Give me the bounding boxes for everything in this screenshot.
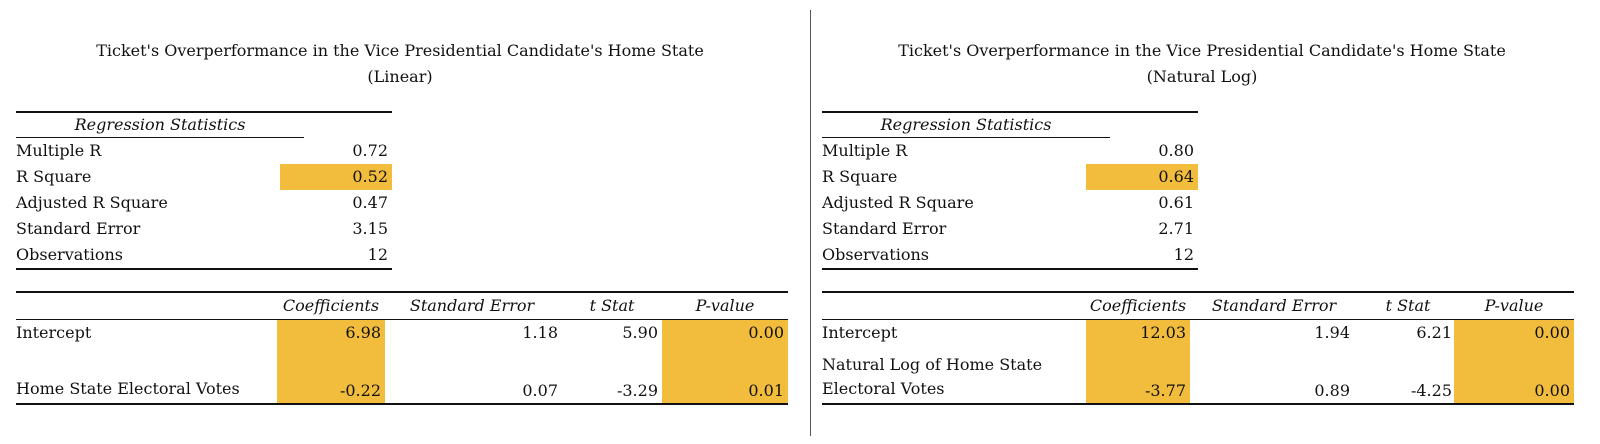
row-label-intercept: Intercept xyxy=(822,323,898,342)
title-line-1: Ticket's Overperformance in the Vice Presidential Candidate's Home State xyxy=(898,41,1506,60)
stats-row xyxy=(16,138,392,164)
stats-value: 12 xyxy=(1173,245,1194,264)
stats-value: 0.80 xyxy=(1158,141,1194,160)
row-label-home-state-ev: Home State Electoral Votes xyxy=(16,379,240,398)
coefficients-table xyxy=(16,291,788,405)
stats-label: Observations xyxy=(822,245,929,264)
panel-title xyxy=(812,38,1592,90)
coef-header-row xyxy=(16,293,788,320)
stats-label: R Square xyxy=(822,167,898,186)
header-coefficients: Coefficients xyxy=(1089,296,1187,315)
coef-value: 12.03 xyxy=(1140,323,1186,342)
header-standard-error: Standard Error xyxy=(409,296,535,315)
stats-row xyxy=(16,242,392,268)
regression-statistics-table xyxy=(16,111,392,270)
stats-value: 3.15 xyxy=(352,219,388,238)
t-value: -4.25 xyxy=(1410,381,1452,400)
stats-row xyxy=(16,190,392,216)
se-value: 1.18 xyxy=(522,323,558,342)
t-value: 6.21 xyxy=(1416,323,1452,342)
p-value: 0.01 xyxy=(748,381,784,400)
stats-row xyxy=(822,242,1198,268)
coef-value: 6.98 xyxy=(345,323,381,342)
stats-label: Adjusted R Square xyxy=(16,193,168,212)
title-line-2: (Linear) xyxy=(367,67,433,86)
stats-label: Standard Error xyxy=(16,219,141,238)
t-value: -3.29 xyxy=(616,381,658,400)
natural-log-regression-panel xyxy=(812,0,1600,444)
stats-value: 12 xyxy=(367,245,388,264)
stats-label: Multiple R xyxy=(822,141,908,160)
stats-value: 0.47 xyxy=(352,193,388,212)
coefficients-table xyxy=(822,291,1574,405)
stats-value: 0.72 xyxy=(352,141,388,160)
se-value: 0.07 xyxy=(522,381,558,400)
stats-value-highlighted: 0.64 xyxy=(1086,164,1198,190)
panel-divider xyxy=(810,10,811,436)
stats-row xyxy=(16,216,392,242)
p-value: 0.00 xyxy=(1534,381,1570,400)
row-label-intercept: Intercept xyxy=(16,323,92,342)
stats-value: 0.61 xyxy=(1158,193,1194,212)
p-value: 0.00 xyxy=(748,323,784,342)
header-t-stat: t Stat xyxy=(589,296,635,315)
header-p-value: P-value xyxy=(1484,296,1544,315)
stats-label: Multiple R xyxy=(16,141,102,160)
header-standard-error: Standard Error xyxy=(1211,296,1337,315)
stats-value-highlighted: 0.52 xyxy=(280,164,392,190)
stats-header: Regression Statistics xyxy=(16,113,304,138)
se-value: 1.94 xyxy=(1314,323,1350,342)
coef-value: -0.22 xyxy=(339,381,381,400)
panel-title xyxy=(0,38,800,90)
row-label-natural-log-line1: Natural Log of Home State xyxy=(822,355,1043,374)
p-value: 0.00 xyxy=(1534,323,1570,342)
stats-value: 2.71 xyxy=(1158,219,1194,238)
stats-label: Adjusted R Square xyxy=(822,193,974,212)
stats-row xyxy=(822,164,1198,190)
se-value: 0.89 xyxy=(1314,381,1350,400)
coef-header-row xyxy=(822,293,1574,320)
stats-label: Observations xyxy=(16,245,123,264)
stats-label: Standard Error xyxy=(822,219,947,238)
stats-header: Regression Statistics xyxy=(822,113,1110,138)
regression-statistics-table xyxy=(822,111,1198,270)
t-value: 5.90 xyxy=(622,323,658,342)
row-label-natural-log-line2: Electoral Votes xyxy=(822,379,945,398)
header-t-stat: t Stat xyxy=(1385,296,1431,315)
title-line-2: (Natural Log) xyxy=(1146,67,1258,86)
header-coefficients: Coefficients xyxy=(282,296,380,315)
stats-label: R Square xyxy=(16,167,92,186)
stats-row xyxy=(822,190,1198,216)
stats-row xyxy=(822,138,1198,164)
header-p-value: P-value xyxy=(695,296,755,315)
stats-row xyxy=(16,164,392,190)
stats-row xyxy=(822,216,1198,242)
title-line-1: Ticket's Overperformance in the Vice Presidential Candidate's Home State xyxy=(96,41,704,60)
coef-value: -3.77 xyxy=(1144,381,1186,400)
